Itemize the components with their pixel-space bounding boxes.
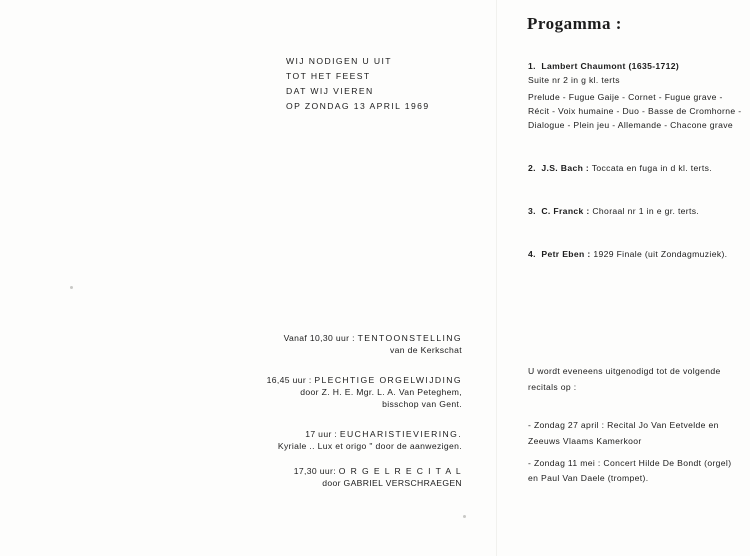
schedule-4-line-1	[294, 466, 462, 477]
recital-1-line-2: Zeeuws Vlaams Kamerkoor	[528, 436, 642, 446]
recitals-intro-1: U wordt eveneens uitgenodigd tot de volgende	[528, 366, 721, 376]
recital-2-line-1: - Zondag 11 mei : Concert Hilde De Bondt (orgel)	[528, 458, 732, 468]
page-fold	[496, 0, 497, 556]
program-item-2-num: 2.	[528, 163, 536, 173]
program-item-1-heading	[528, 61, 679, 72]
program-item-2-work: Toccata en fuga in d kl. terts.	[591, 163, 712, 173]
schedule-1-line-2: van de Kerkschat	[390, 345, 462, 355]
schedule-3-time: 17 uur :	[305, 429, 338, 439]
program-item-2-composer: J.S. Bach :	[541, 163, 590, 173]
program-item-1-line-4: Dialogue - Plein jeu - Allemande - Chacone grave	[528, 120, 734, 130]
recital-1-line-1: - Zondag 27 april : Recital Jo Van Eetvelde en	[528, 420, 719, 430]
program-item-4-composer: Petr Eben :	[541, 249, 591, 259]
program-item-1-line-1: Suite nr 2 in g kl. terts	[528, 75, 620, 85]
invitation-line-3: DAT WIJ VIEREN	[286, 86, 374, 96]
schedule-2-line-3: bisschop van Gent.	[382, 399, 462, 409]
schedule-3-title: EUCHARISTIEVIERING.	[339, 429, 462, 439]
program-item-4-work: 1929 Finale (uit Zondagmuziek).	[593, 249, 728, 259]
schedule-2-time: 16,45 uur :	[266, 375, 312, 385]
program-item-1-composer: Lambert Chaumont (1635-1712)	[541, 61, 680, 71]
schedule-1-line-1	[284, 333, 462, 344]
program-item-1-num: 1.	[528, 61, 536, 71]
schedule-3-line-1	[305, 429, 462, 440]
recital-2-line-2: en Paul Van Daele (trompet).	[528, 473, 649, 483]
program-item-3-composer: C. Franck :	[541, 206, 590, 216]
schedule-4-time: 17,30 uur:	[293, 466, 336, 476]
paper-speck	[463, 515, 466, 518]
schedule-2-line-2: door Z. H. E. Mgr. L. A. Van Peteghem,	[300, 387, 462, 397]
program-item-1-line-3: Récit - Voix humaine - Duo - Basse de Cromhorne -	[528, 106, 742, 116]
invitation-line-4: OP ZONDAG 13 APRIL 1969	[286, 101, 430, 111]
schedule-4-line-2: door GABRIEL VERSCHRAEGEN	[322, 478, 462, 488]
program-item-1-line-2: Prelude - Fugue Gaije - Cornet - Fugue grave -	[528, 92, 723, 102]
program-item-3-work: Choraal nr 1 in e gr. terts.	[592, 206, 700, 216]
program-item-3-num: 3.	[528, 206, 536, 216]
invitation-line-2: TOT HET FEEST	[286, 71, 371, 81]
invitation-line-1: WIJ NODIGEN U UIT	[286, 56, 392, 66]
program-title: Progamma :	[527, 14, 622, 33]
program-item-3	[528, 206, 699, 217]
schedule-2-title: PLECHTIGE ORGELWIJDING	[314, 375, 462, 385]
paper-speck	[70, 286, 73, 289]
schedule-4-title: O R G E L R E C I T A L	[338, 466, 462, 476]
schedule-2-line-1	[267, 375, 462, 386]
schedule-3-line-2: Kyriale .. Lux et origo " door de aanwezigen.	[277, 441, 462, 451]
recitals-intro-2: recitals op :	[528, 382, 577, 392]
program-item-4-num: 4.	[528, 249, 536, 259]
schedule-1-time: Vanaf 10,30 uur :	[283, 333, 355, 343]
program-item-4	[528, 249, 727, 260]
program-item-2	[528, 163, 712, 174]
schedule-1-title: TENTOONSTELLING	[357, 333, 462, 343]
